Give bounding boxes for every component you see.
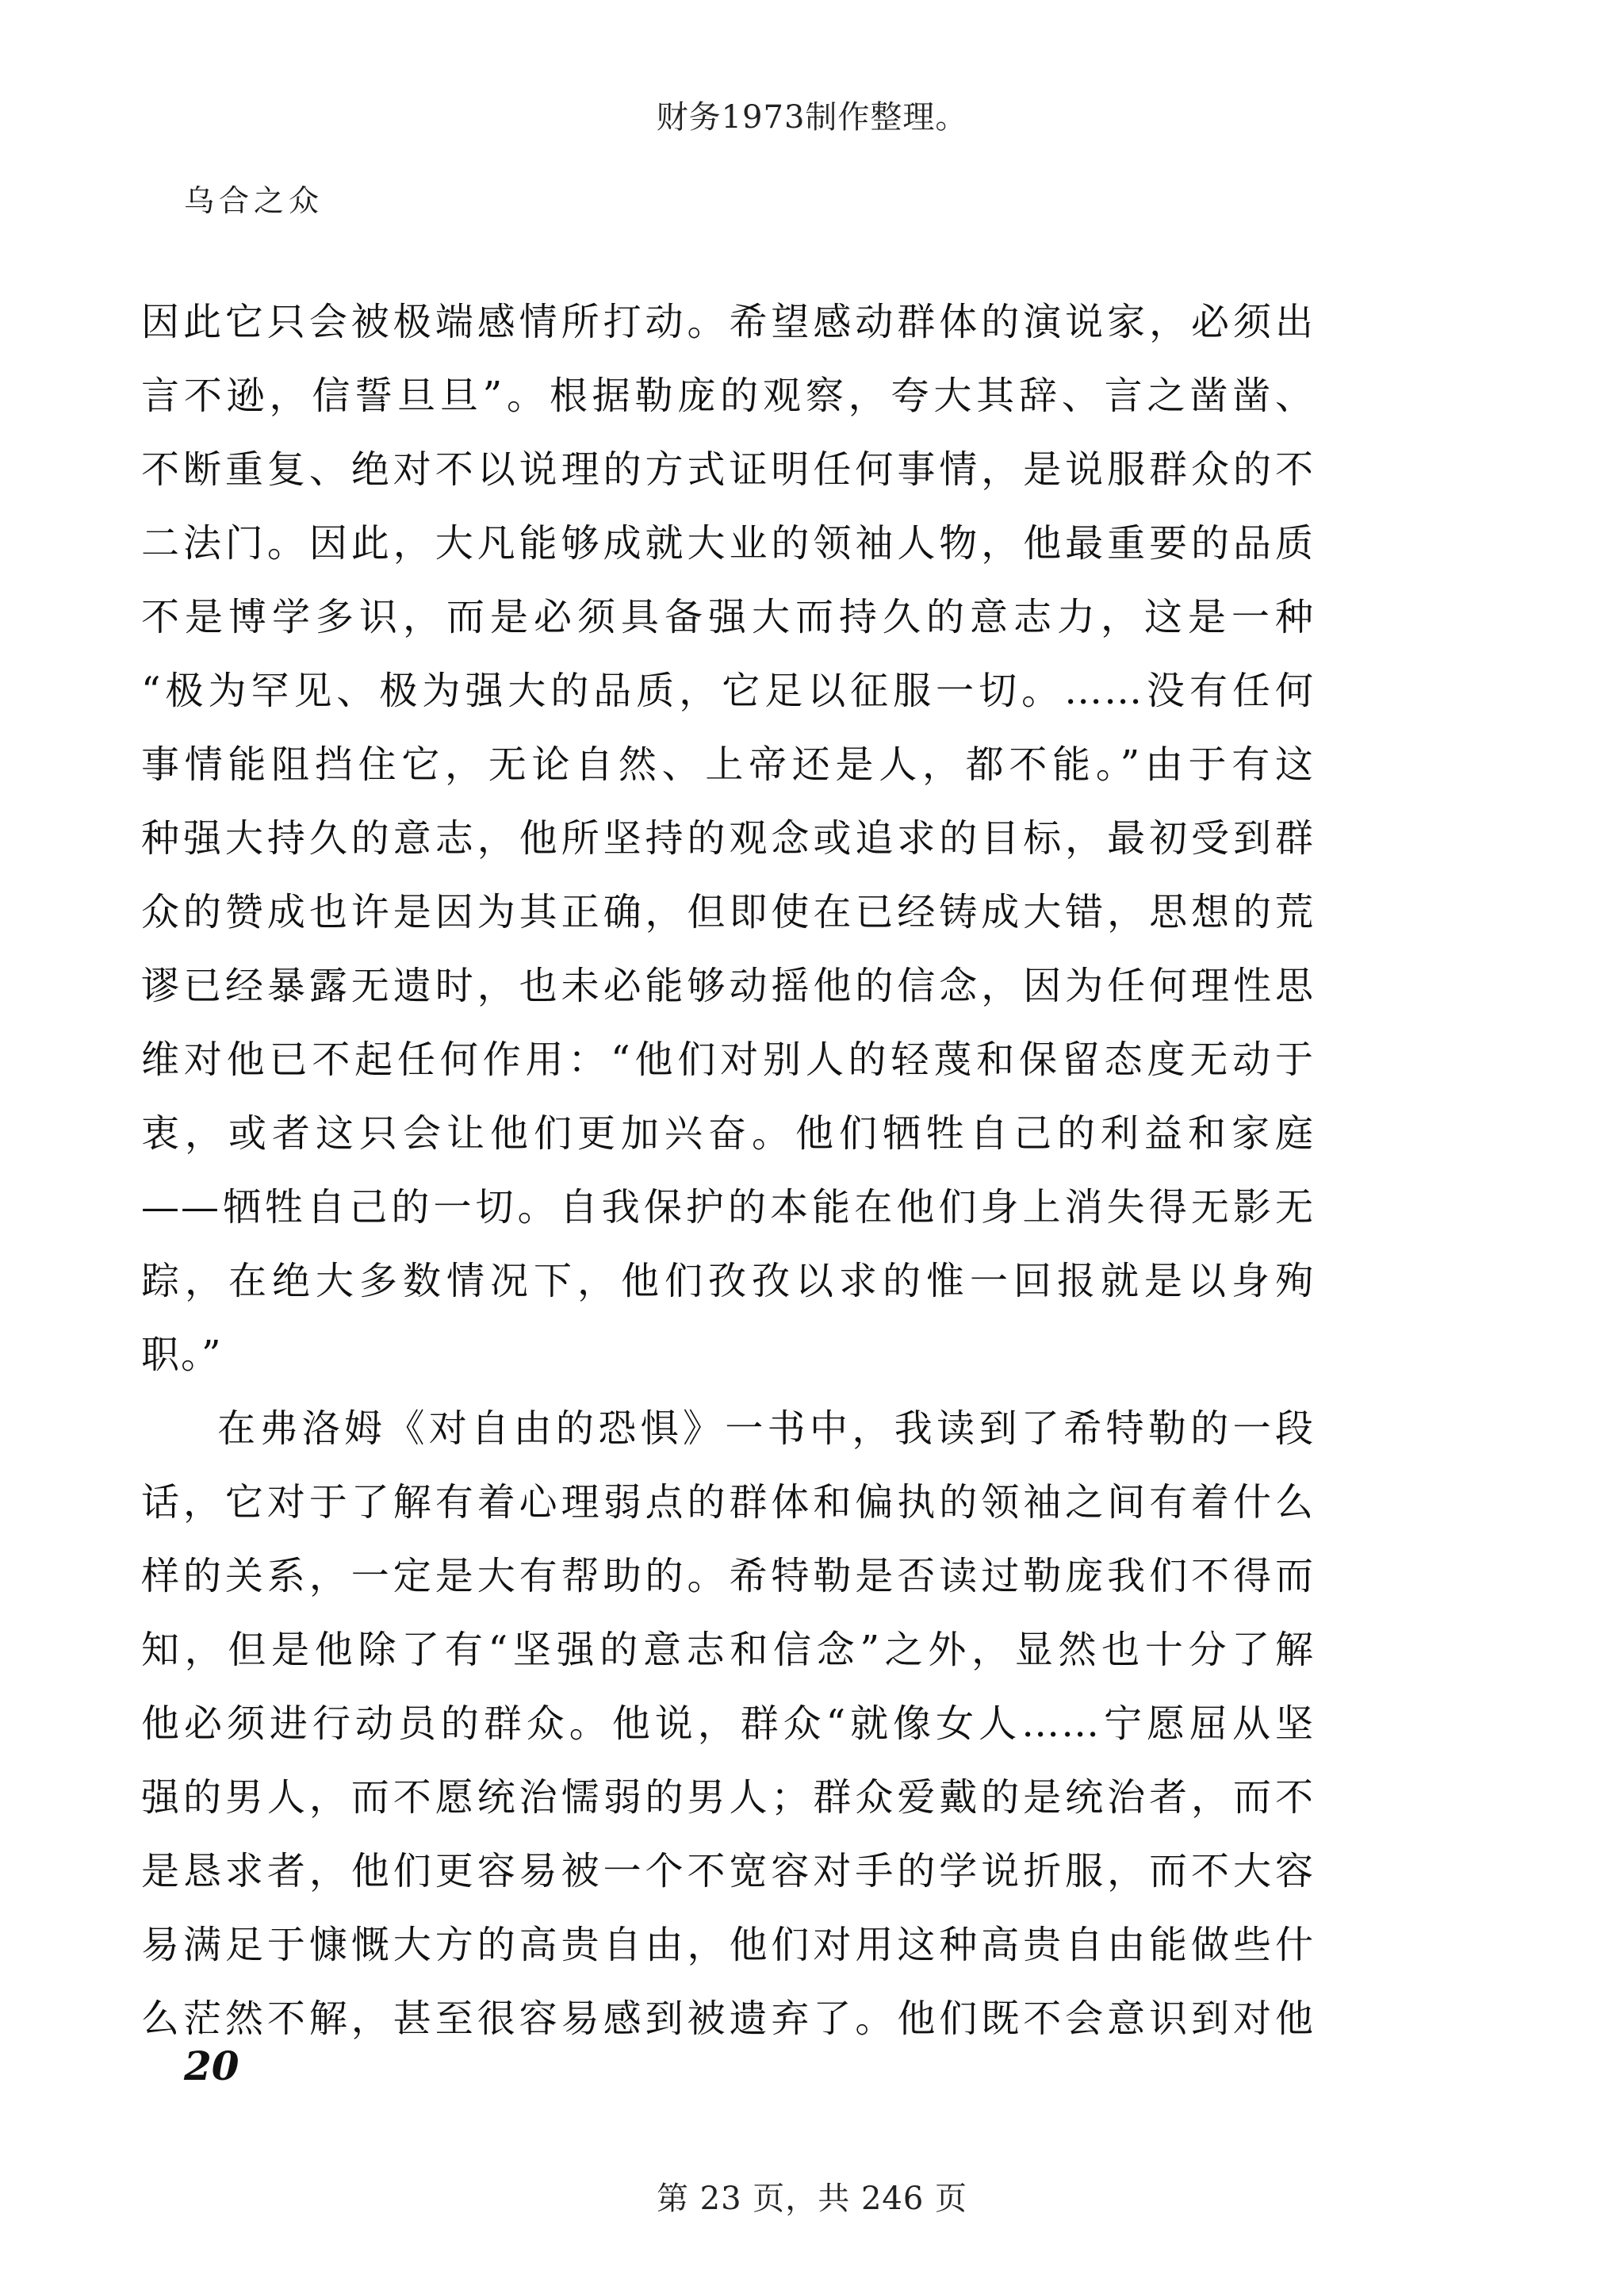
text-line: “极为罕见、极为强大的品质，它足以征服一切。……没有任何	[141, 669, 1315, 713]
text-line: 踪，在绝大多数情况下，他们孜孜以求的惟一回报就是以身殉	[141, 1259, 1315, 1303]
text-line: 不是博学多识，而是必须具备强大而持久的意志力，这是一种	[141, 595, 1315, 639]
text-line: 么茫然不解，甚至很容易感到被遗弃了。他们既不会意识到对他	[141, 1997, 1315, 2041]
paragraph	[141, 286, 1315, 1392]
text-line: 知，但是他除了有“坚强的意志和信念”之外，显然也十分了解	[141, 1628, 1315, 1672]
text-line: 不断重复、绝对不以说理的方式证明任何事情，是说服群众的不	[141, 447, 1315, 492]
text-line: 事情能阻挡住它，无论自然、上帝还是人，都不能。”由于有这	[141, 742, 1315, 787]
text-line: 易满足于慷慨大方的高贵自由，他们对用这种高贵自由能做些什	[141, 1923, 1315, 1967]
text-line: ——牺牲自己的一切。自我保护的本能在他们身上消失得无影无	[141, 1185, 1315, 1229]
page-number: 20	[184, 2043, 239, 2089]
text-line: 维对他已不起任何作用：“他们对别人的轻蔑和保留态度无动于	[141, 1038, 1315, 1082]
text-line: 种强大持久的意志，他所坚持的观念或追求的目标，最初受到群	[141, 816, 1315, 861]
text-line: 二法门。因此，大凡能够成就大业的领袖人物，他最重要的品质	[141, 521, 1315, 566]
text-line: 职。”	[141, 1333, 223, 1377]
page-counter: 第 23 页，共 246 页	[656, 2181, 968, 2217]
running-head: 乌合之众	[184, 183, 324, 218]
text-line: 因此它只会被极端感情所打动。希望感动群体的演说家，必须出	[141, 300, 1315, 344]
text-line: 衷，或者这只会让他们更加兴奋。他们牺牲自己的利益和家庭	[141, 1111, 1315, 1156]
text-line: 样的关系，一定是大有帮助的。希特勒是否读过勒庞我们不得而	[141, 1554, 1315, 1598]
text-line: 言不逊，信誓旦旦”。根据勒庞的观察，夸大其辞、言之凿凿、	[141, 374, 1315, 418]
text-line: 话，它对于了解有着心理弱点的群体和偏执的领袖之间有着什么	[141, 1480, 1315, 1525]
text-line: 在弗洛姆《对自由的恐惧》一书中，我读到了希特勒的一段	[217, 1406, 1315, 1451]
text-line: 众的赞成也许是因为其正确，但即使在已经铸成大错，思想的荒	[141, 890, 1315, 934]
paragraph	[141, 1392, 1315, 2056]
text-line: 他必须进行动员的群众。他说，群众“就像女人……宁愿屈从坚	[141, 1701, 1315, 1746]
text-line: 谬已经暴露无遗时，也未必能够动摇他的信念，因为任何理性思	[141, 964, 1315, 1008]
body-text	[141, 286, 1315, 2056]
text-line: 强的男人，而不愿统治懦弱的男人；群众爱戴的是统治者，而不	[141, 1775, 1315, 1820]
watermark-text: 财务1973制作整理。	[656, 99, 968, 136]
text-line: 是恳求者，他们更容易被一个不宽容对手的学说折服，而不大容	[141, 1849, 1315, 1893]
